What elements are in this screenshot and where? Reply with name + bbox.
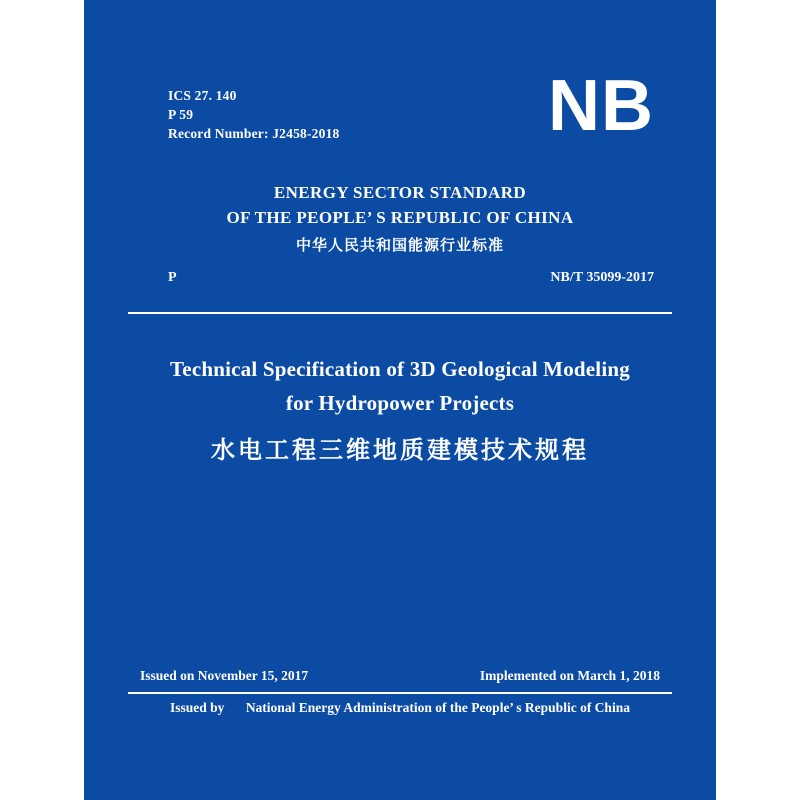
implementation-date: Implemented on March 1, 2018: [479, 668, 660, 683]
cover-header: [84, 66, 716, 300]
nb-logo: NB: [548, 66, 654, 146]
document-title: [124, 352, 676, 472]
classification-block: [168, 86, 339, 143]
standard-code-row: [168, 270, 654, 286]
class-code: P 59: [168, 107, 194, 122]
record-number: Record Number: J2458-2018: [168, 126, 340, 141]
dates-row: [140, 668, 660, 684]
title-english-line2: for Hydropower Projects: [285, 391, 515, 415]
issued-by-organization: National Energy Administration of the People’ s Republic of China: [245, 700, 630, 715]
standard-code: NB/T 35099-2017: [550, 270, 654, 285]
issuer-row: [84, 700, 716, 716]
divider-bottom: [128, 692, 672, 694]
title-english-line1: Technical Specification of 3D Geological Modeling: [170, 357, 630, 381]
divider-top: [128, 312, 672, 314]
standard-title-line1: ENERGY SECTOR STANDARD: [273, 183, 527, 202]
issued-by-label: Issued by: [170, 700, 225, 715]
issue-date: Issued on November 15, 2017: [140, 668, 309, 683]
issuing-body-title: [84, 180, 716, 260]
standard-title-chinese: 中华人民共和国能源行业标准: [295, 236, 504, 254]
ics-number: ICS 27. 140: [168, 88, 237, 103]
title-chinese: 水电工程三维地质建模技术规程: [211, 436, 589, 464]
category-letter: P: [168, 270, 177, 285]
standard-cover: [84, 0, 716, 800]
standard-title-line2: OF THE PEOPLE’ S REPUBLIC OF CHINA: [226, 208, 574, 227]
